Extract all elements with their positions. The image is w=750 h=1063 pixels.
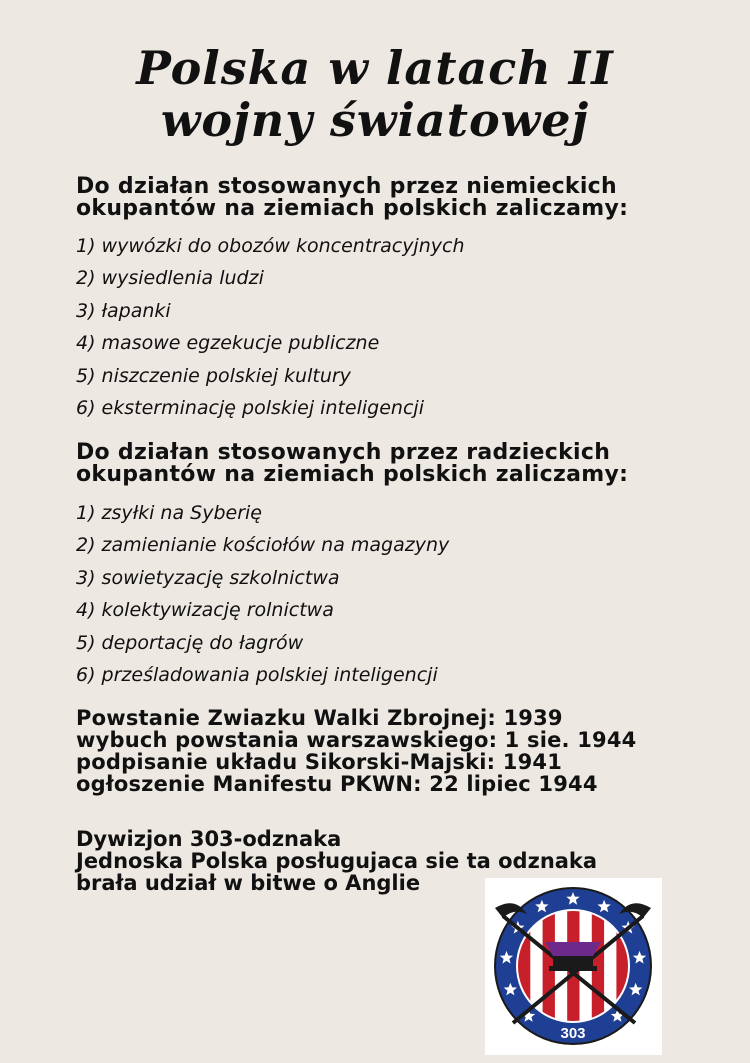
soviet-section-heading — [76, 442, 716, 486]
badge-desc-line-2: brała udział w bitwe o Anglie — [76, 871, 421, 895]
badge-desc-line-1: Jednoska Polska posługujaca sie ta odznaka — [76, 849, 598, 873]
fact-zwz: Powstanie Zwiazku Walki Zbrojnej: 1939 — [76, 706, 563, 730]
list-item: 6) prześladowania polskiej inteligencji — [76, 663, 438, 686]
list-item: 4) masowe egzekucje publiczne — [76, 332, 380, 355]
badge-number: 303 — [560, 1025, 586, 1042]
german-heading-line-2: okupantów na ziemiach polskich zaliczamy: — [76, 196, 629, 221]
page-title-line-1: Polska w latach II — [136, 41, 614, 95]
list-item: 5) niszczenie polskiej kultury — [76, 364, 351, 387]
german-actions-list — [76, 230, 716, 424]
badge-cap-top — [545, 942, 601, 956]
key-dates-block — [76, 707, 726, 795]
soviet-heading-line-1: Do działan stosowanych przez radzieckich — [76, 440, 611, 465]
german-heading-line-1: Do działan stosowanych przez niemieckich — [76, 174, 617, 199]
list-item: 1) zsyłki na Syberię — [76, 502, 262, 524]
german-section-heading — [76, 176, 716, 220]
page-title-line-2: wojny światowej — [160, 93, 590, 147]
list-item: 2) wysiedlenia ludzi — [76, 267, 264, 290]
badge-cap-visor — [549, 966, 597, 971]
list-item: 5) deportację do łagrów — [76, 631, 304, 654]
badge-title: Dywizjon 303-odznaka — [76, 827, 342, 851]
fact-sikorski-majski: podpisanie układu Sikorski-Majski: 1941 — [76, 750, 563, 774]
squadron-303-badge-image — [485, 878, 662, 1055]
squadron-303-badge-icon — [485, 878, 662, 1055]
soviet-actions-list — [76, 497, 716, 691]
badge-cap-band — [553, 956, 593, 966]
list-item: 4) kolektywizację rolnictwa — [76, 599, 334, 622]
list-item: 2) zamienianie kościołów na magazyny — [76, 534, 450, 557]
page-title — [0, 42, 750, 146]
list-item: 3) sowietyzację szkolnictwa — [76, 566, 340, 589]
list-item: 3) łapanki — [76, 299, 171, 322]
soviet-heading-line-2: okupantów na ziemiach polskich zaliczamy: — [76, 462, 629, 487]
fact-warsaw-uprising: wybuch powstania warszawskiego: 1 sie. 1944 — [76, 728, 637, 752]
list-item: 6) eksterminację polskiej inteligencji — [76, 396, 424, 419]
list-item: 1) wywózki do obozów koncentracyjnych — [76, 235, 465, 257]
fact-pkwn-manifesto: ogłoszenie Manifestu PKWN: 22 lipiec 1944 — [76, 772, 598, 796]
